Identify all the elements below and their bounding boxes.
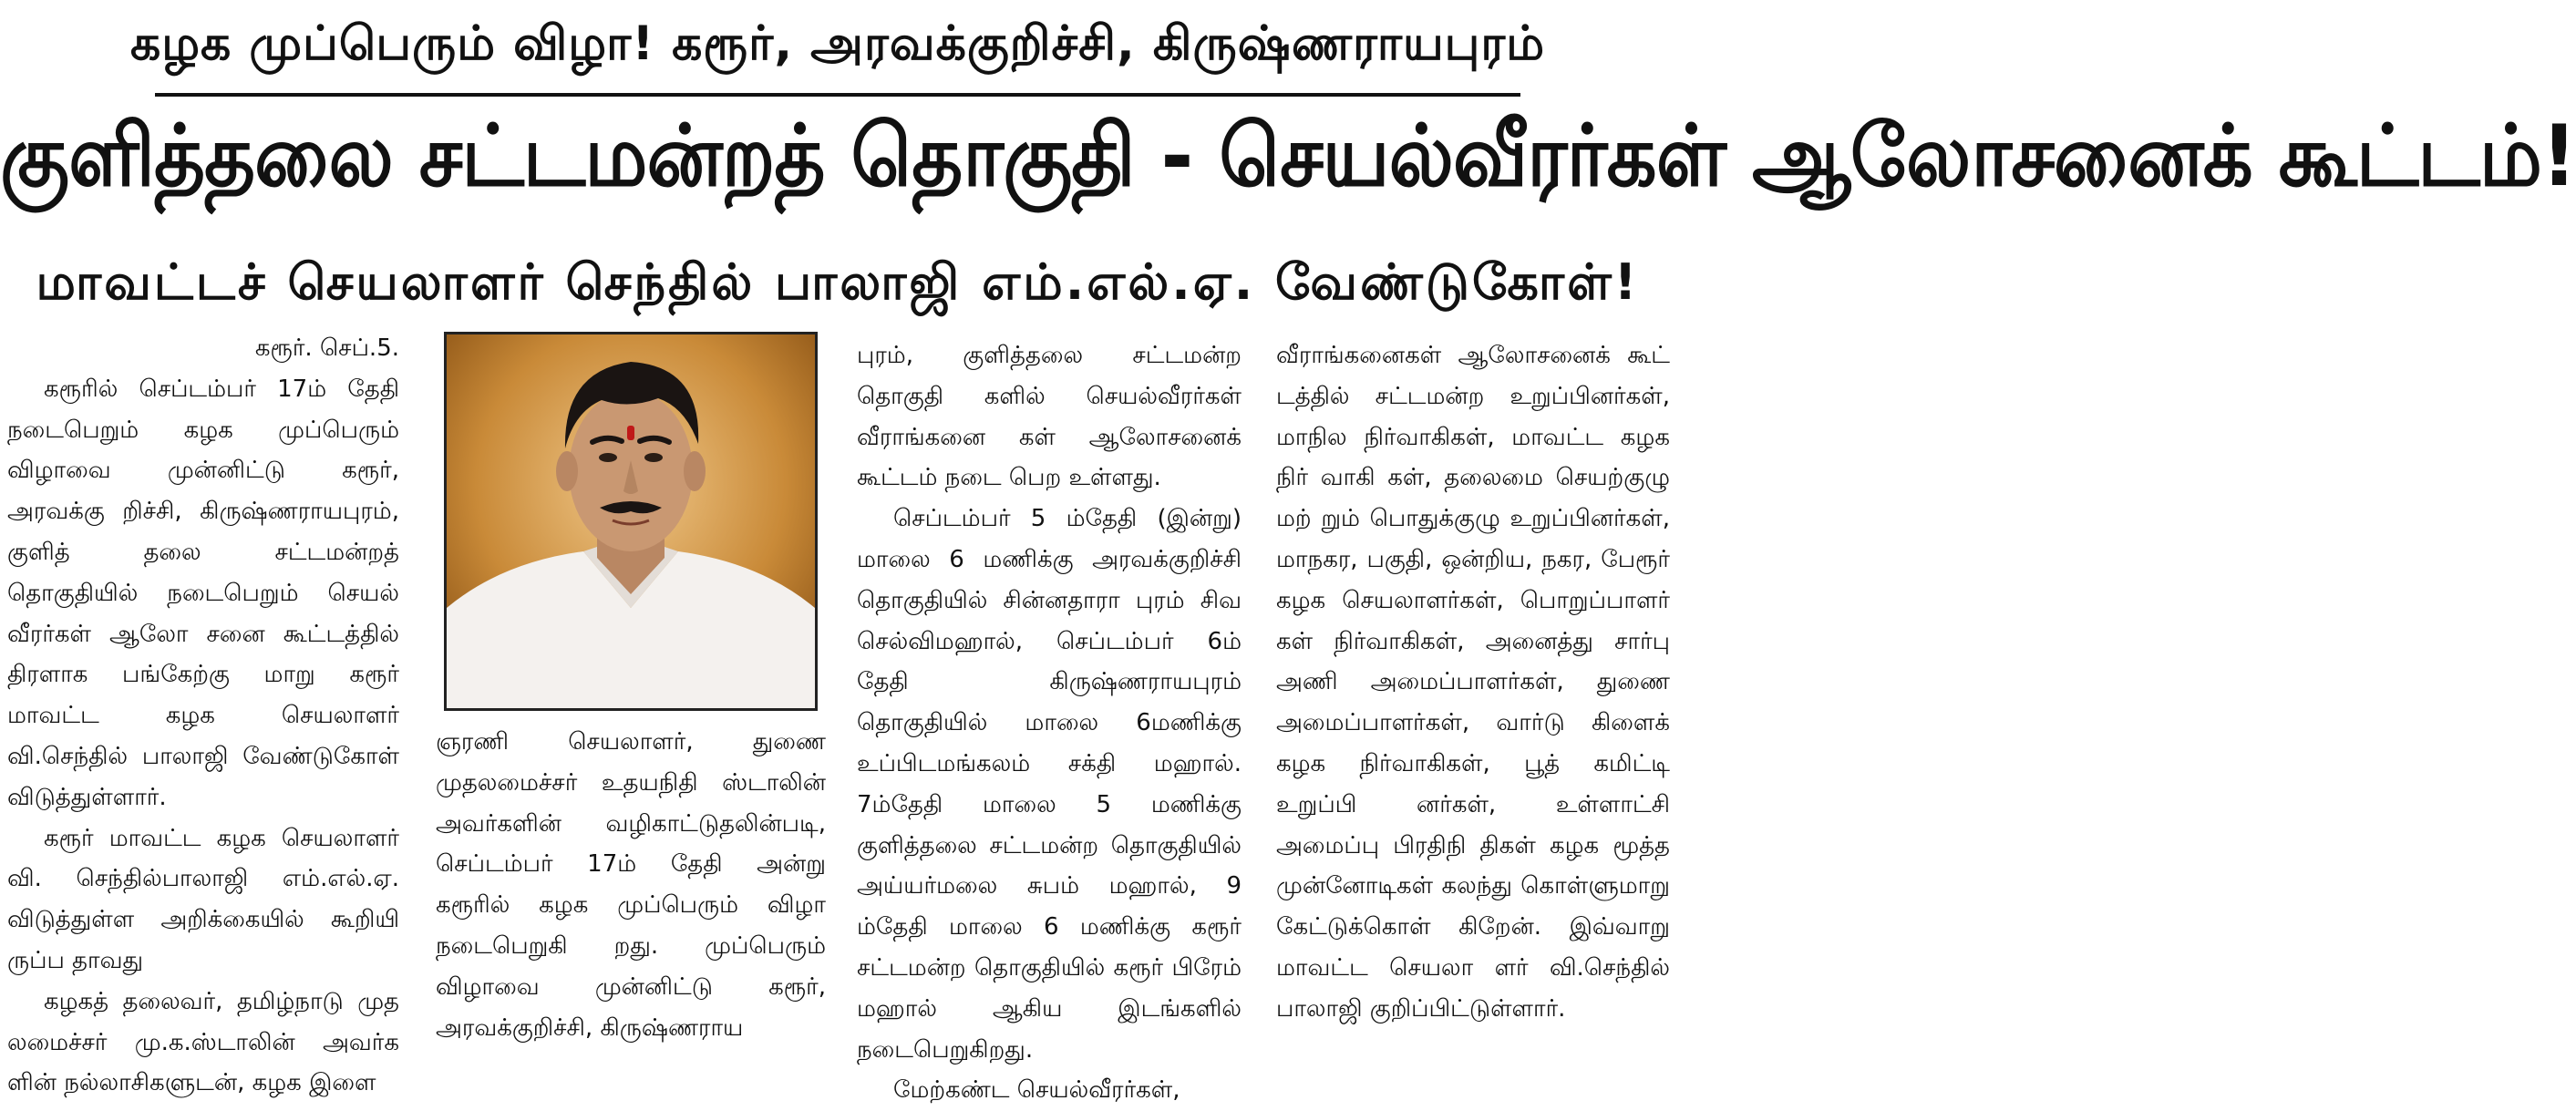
portrait-photo (444, 332, 818, 711)
kicker-rule (155, 93, 1520, 97)
kicker-headline: கழக முப்பெரும் விழா! கரூர், அரவக்குறிச்சி, கிருஷ்ணராயபுரம் (129, 16, 1546, 71)
paragraph: கரூர் மாவட்ட கழக செயலாளர் வி. செந்தில்பாலாஜி எம்.எல்.ஏ. விடுத்துள்ள அறிக்கையில் கூறியி ருப்ப தாவது (7, 824, 399, 974)
portrait-illustration (447, 334, 815, 708)
article-column-1 (7, 328, 399, 1104)
subheadline: மாவட்டச் செயலாளர் செந்தில் பாலாஜி எம்.எல்.ஏ. வேண்டுகோள்! (36, 253, 1640, 311)
paragraph: ஞரணி செயலாளர், துணை முதலமைச்சர் உதயநிதி ஸ்டாலின் அவர்களின் வழிகாட்டுதலின்படி, செப்டம்பர் 17ம் தேதி அன்று கரூரில் கழக முப்பெரும் விழா நடைபெறுகி றது. முப்பெரும் விழாவை முன்னிட்டு கரூர், அரவக்குறிச்சி, கிருஷ்ணராய (436, 728, 826, 1042)
paragraph: புரம், குளித்தலை சட்டமன்ற தொகுதி களில் செயல்வீரர்கள் வீராங்கனை கள் ஆலோசனைக் கூட்டம் நடை பெற உள்ளது. (857, 342, 1242, 492)
dateline: கரூர். செப்.5. (254, 334, 399, 362)
main-headline: குளித்தலை சட்டமன்றத் தொகுதி - செயல்வீரர்கள் ஆலோசனைக் கூட்டம்! (0, 107, 2576, 206)
paragraph: மேற்கண்ட செயல்வீரர்கள், (893, 1076, 1180, 1105)
article-column-2 (436, 722, 826, 1048)
article-column-4 (1276, 335, 1670, 1030)
paragraph: வீராங்கனைகள் ஆலோசனைக் கூட் டத்தில் சட்டமன்ற உறுப்பினர்கள், மாநில நிர்வாகிகள், மாவட்ட கழக நிர் வாகி கள், தலைமை செயற்குழு மற் றும் பொதுக்குழு உறுப்பினர்கள், மாநகர, பகுதி, ஒன்றிய, நகர, பேரூர் கழக செயலாளர்கள், பொறுப்பாளர் கள் நிர்வாகிகள், அனைத்து சார்பு அணி அமைப்பாளர்கள், துணை அமைப்பாளர்கள், வார்டு கிளைக் கழக நிர்வாகிகள், பூத் கமிட்டி உறுப்பி னர்கள், உள்ளாட்சி அமைப்பு பிரதிநி திகள் கழக மூத்த முன்னோடிகள் கலந்து கொள்ளுமாறு கேட்டுக்கொள் கிறேன். இவ்வாறு மாவட்ட செயலா ளர் வி.செந்தில் பாலாஜி குறிப்பிட்டுள்ளார். (1276, 342, 1670, 1023)
paragraph: கரூரில் செப்டம்பர் 17ம் தேதி நடைபெறும் கழக முப்பெரும் விழாவை முன்னிட்டு கரூர், அரவக்கு றிச்சி, கிருஷ்ணராயபுரம், குளித் தலை சட்டமன்றத் தொகுதியில் நடைபெறும் செயல் வீரர்கள் ஆலோ சனை கூட்டத்தில் திரளாக பங்கேற்கு மாறு கரூர் மாவட்ட கழக செயலாளர் வி.செந்தில் பாலாஜி வேண்டுகோள் விடுத்துள்ளார். (7, 375, 399, 811)
paragraph: கழகத் தலைவர், தமிழ்நாடு முத லமைச்சர் மு.க.ஸ்டாலின் அவர்க ளின் நல்லாசிகளுடன், கழக இளை (7, 987, 399, 1097)
article-column-3 (857, 335, 1242, 1111)
paragraph: செப்டம்பர் 5 ம்தேதி (இன்று) மாலை 6 மணிக்கு அரவக்குறிச்சி தொகுதியில் சின்னதாரா புரம் சிவ செல்விமஹால், செப்டம்பர் 6ம் தேதி கிருஷ்ணராயபுரம் தொகுதியில் மாலை 6மணிக்கு உப்பிடமங்கலம் சக்தி மஹால். 7ம்தேதி மாலை 5 மணிக்கு குளித்தலை சட்டமன்ற தொகுதியில் அய்யர்மலை சுபம் மஹால், 9 ம்தேதி மாலை 6 மணிக்கு கரூர் சட்டமன்ற தொகுதியில் கரூர் பிரேம் மஹால் ஆகிய இடங்களில் நடைபெறுகிறது. (857, 505, 1242, 1064)
